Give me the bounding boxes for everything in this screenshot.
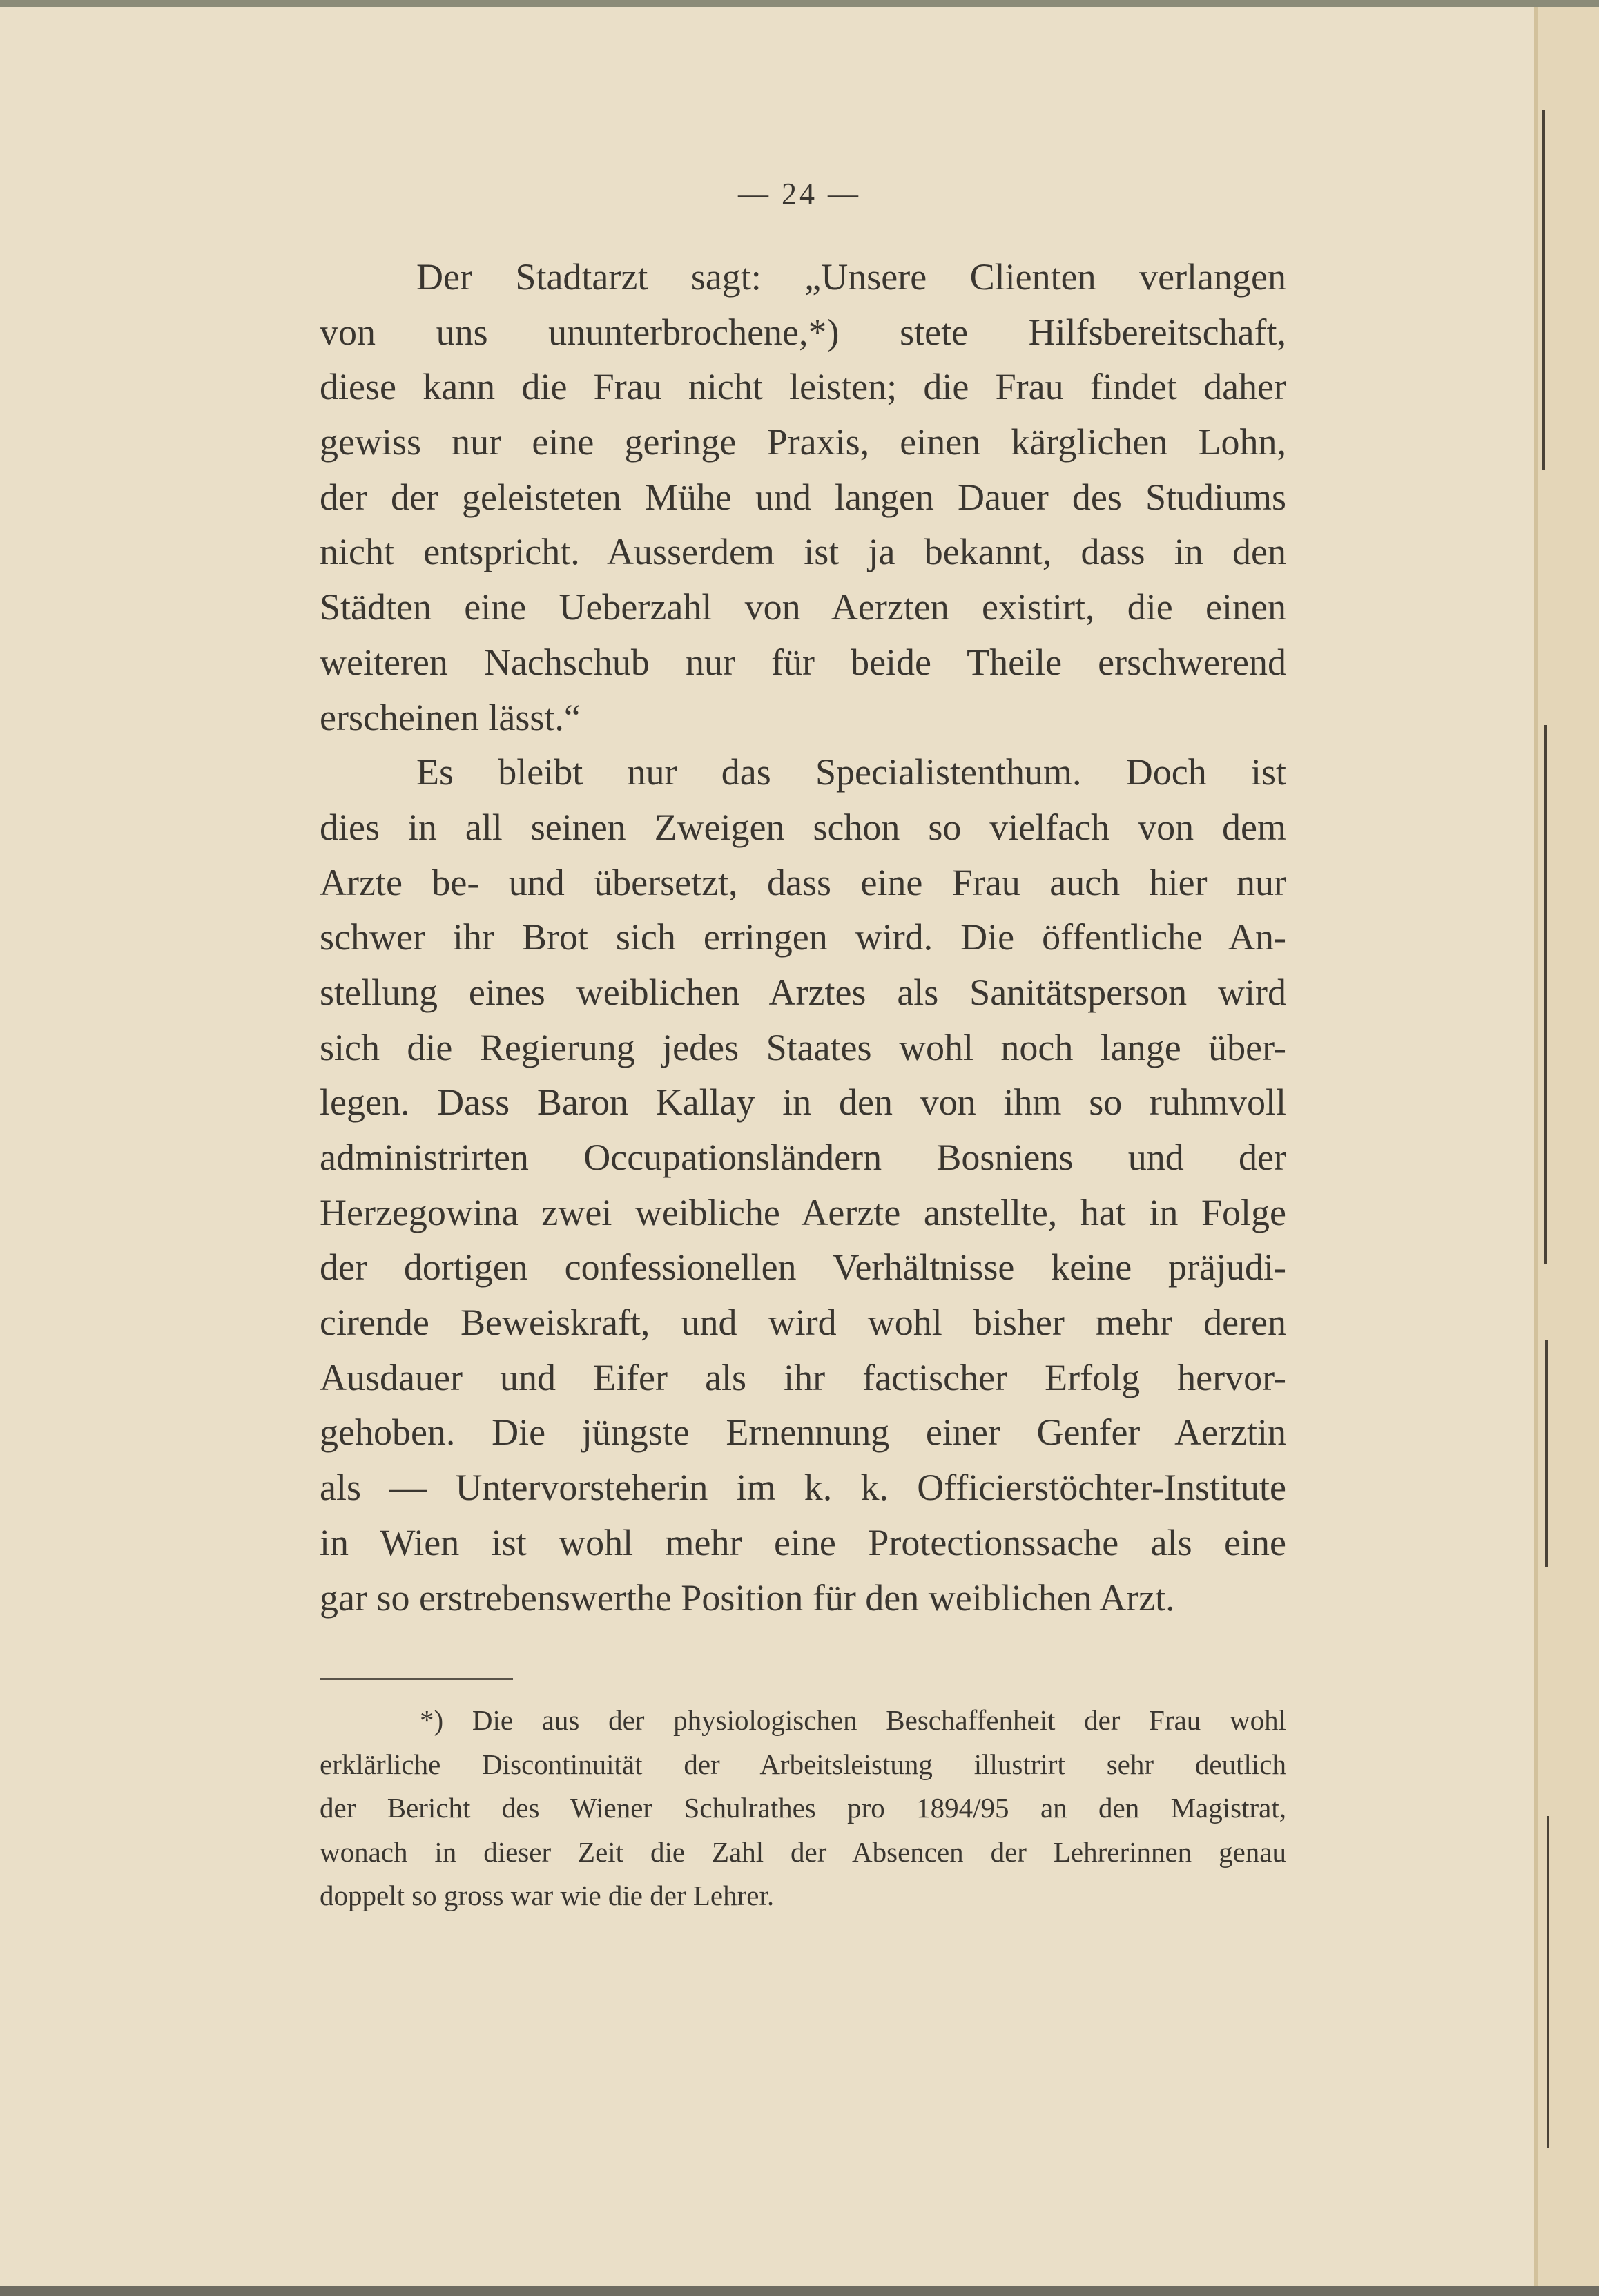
text-line: erscheinen lässt.“	[320, 696, 581, 738]
text-line: dies in all seinen Zweigen schon so vielfach von dem	[320, 806, 1286, 848]
text-line: von uns ununterbrochene,*) stete Hilfsbereitschaft,	[320, 311, 1286, 353]
text-line: stellung eines weiblichen Arztes als Sanitätsperson wird	[320, 971, 1286, 1013]
text-line: sich die Regierung jedes Staates wohl noch lange über-	[320, 1026, 1286, 1068]
binding-mark	[1545, 1340, 1548, 1567]
footnote-line: *) Die aus der physiologischen Beschaffenheit der Frau wohl	[420, 1704, 1286, 1736]
text-line: Ausdauer und Eifer als ihr factischer Erfolg hervor-	[320, 1356, 1286, 1398]
binding-mark	[1542, 110, 1545, 470]
footnote-line: der Bericht des Wiener Schulrathes pro 1894/95 an den Magistrat,	[320, 1792, 1286, 1824]
footnote	[320, 1699, 1286, 1918]
text-line: nicht entspricht. Ausserdem ist ja bekannt, dass in den	[320, 531, 1286, 573]
text-line: legen. Dass Baron Kallay in den von ihm so ruhmvoll	[320, 1081, 1286, 1123]
text-line: cirende Beweiskraft, und wird wohl bisher mehr deren	[320, 1302, 1286, 1344]
text-line: der dortigen confessionellen Verhältnisse keine präjudi-	[320, 1246, 1286, 1289]
text-line: in Wien ist wohl mehr eine Protectionssache als eine	[320, 1521, 1286, 1563]
text-line: der der geleisteten Mühe und langen Dauer des Studiums	[320, 476, 1286, 518]
text-line: administrirten Occupationsländern Bosniens und der	[320, 1137, 1286, 1178]
text-line: gehoben. Die jüngste Ernennung einer Genfer Aerztin	[320, 1411, 1286, 1454]
text-line: Herzegowina zwei weibliche Aerzte anstellte, hat in Folge	[320, 1191, 1286, 1233]
text-line: diese kann die Frau nicht leisten; die Frau findet daher	[320, 366, 1286, 408]
body-text	[320, 250, 1286, 1625]
footnote-line: erklärliche Discontinuität der Arbeitsleistung illustrirt sehr deutlich	[320, 1748, 1286, 1780]
page-number: — 24 —	[738, 177, 861, 211]
text-line: Städten eine Ueberzahl von Aerzten existirt, die einen	[320, 586, 1286, 628]
text-line: Der Stadtarzt sagt: „Unsere Clienten verlangen	[416, 256, 1286, 298]
text-line: gar so erstrebenswerthe Position für den weiblichen Arzt.	[320, 1576, 1175, 1619]
binding-mark	[1547, 1816, 1549, 2148]
text-line: weiteren Nachschub nur für beide Theile erschwerend	[320, 641, 1286, 683]
text-line: Es bleibt nur das Specialistenthum. Doch ist	[416, 751, 1286, 793]
bottom-page-edge	[0, 2286, 1599, 2296]
binding-mark	[1544, 725, 1547, 1264]
text-line: gewiss nur eine geringe Praxis, einen kärglichen Lohn,	[320, 421, 1286, 463]
footnote-line: doppelt so gross war wie die der Lehrer.	[320, 1880, 775, 1911]
right-page-margin	[1534, 7, 1599, 2286]
top-page-edge	[0, 0, 1599, 7]
text-line: als — Untervorsteherin im k. k. Officierstöchter-Institute	[320, 1467, 1286, 1509]
text-line: Arzte be- und übersetzt, dass eine Frau auch hier nur	[320, 861, 1286, 903]
footnote-separator	[320, 1678, 513, 1680]
footnote-line: wonach in dieser Zeit die Zahl der Absencen der Lehrerinnen genau	[320, 1835, 1286, 1868]
text-line: schwer ihr Brot sich erringen wird. Die öffentliche An-	[320, 916, 1286, 958]
